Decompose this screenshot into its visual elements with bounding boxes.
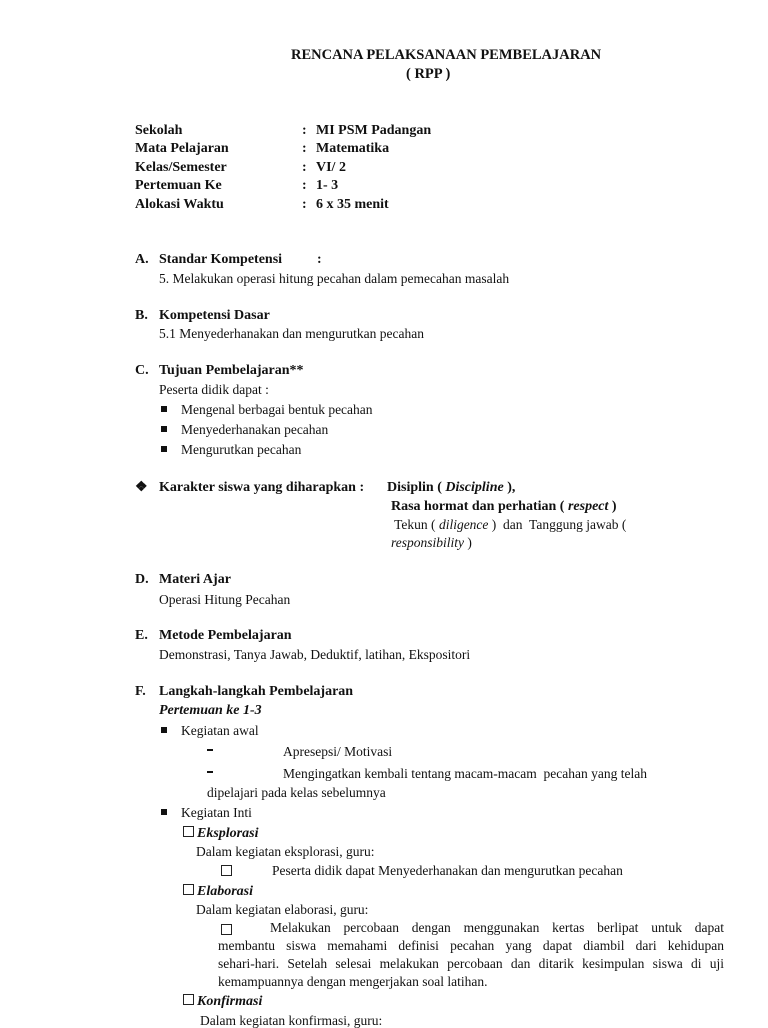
section-b-content: 5.1 Menyederhanakan dan mengurutkan pecahan bbox=[159, 326, 425, 341]
checkbox-icon bbox=[183, 884, 194, 895]
elaborasi-line: Melakukan percobaan dengan menggunakan kertas berlipat untuk dapat bbox=[270, 920, 724, 935]
konfirmasi-intro: Dalam kegiatan konfirmasi, guru: bbox=[200, 1013, 383, 1028]
dash-bullet-icon bbox=[207, 749, 213, 751]
section-f-marker: F. bbox=[135, 684, 146, 699]
section-e-marker: E. bbox=[135, 628, 148, 643]
karakter-line-2: Rasa hormat dan perhatian ( respect ) bbox=[391, 499, 617, 514]
identity-colon: : bbox=[302, 197, 307, 212]
identity-value-kelas: VI/ 2 bbox=[316, 160, 346, 175]
section-d-heading: Materi Ajar bbox=[159, 572, 231, 587]
karakter-line-4: responsibility ) bbox=[391, 535, 472, 550]
section-b-heading: Kompetensi Dasar bbox=[159, 308, 270, 323]
section-c-item: Mengurutkan pecahan bbox=[181, 442, 302, 457]
section-d-content: Operasi Hitung Pecahan bbox=[159, 592, 291, 607]
identity-colon: : bbox=[302, 178, 307, 193]
checkbox-icon bbox=[183, 826, 194, 837]
section-a-colon: : bbox=[317, 252, 322, 267]
eksplorasi-heading: Eksplorasi bbox=[183, 826, 258, 841]
karakter-line-1: Disiplin ( Discipline ), bbox=[387, 480, 516, 495]
eksplorasi-intro: Dalam kegiatan eksplorasi, guru: bbox=[196, 844, 375, 859]
section-f-heading: Langkah-langkah Pembelajaran bbox=[159, 684, 354, 699]
bullet-icon bbox=[161, 727, 167, 733]
elaborasi-line: kemampuannya dengan mengerjakan soal latihan. bbox=[218, 974, 488, 989]
section-f-subheading: Pertemuan ke 1-3 bbox=[159, 703, 262, 718]
section-a-heading: Standar Kompetensi bbox=[159, 252, 283, 267]
karakter-line-3: Tekun ( diligence ) dan Tanggung jawab ( bbox=[391, 517, 627, 532]
identity-value-mapel: Matematika bbox=[316, 141, 390, 156]
section-a-marker: A. bbox=[135, 252, 149, 267]
karakter-heading: Karakter siswa yang diharapkan : bbox=[159, 480, 365, 495]
kegiatan-awal-item-continued: dipelajari pada kelas sebelumnya bbox=[207, 785, 386, 800]
identity-value-sekolah: MI PSM Padangan bbox=[316, 123, 432, 138]
section-e-heading: Metode Pembelajaran bbox=[159, 628, 292, 643]
document-title: RENCANA PELAKSANAAN PEMBELAJARAN bbox=[291, 47, 602, 63]
elaborasi-paragraph bbox=[218, 919, 724, 991]
section-c-item: Menyederhanakan pecahan bbox=[181, 422, 329, 437]
identity-colon: : bbox=[302, 123, 307, 138]
checkbox-icon bbox=[221, 865, 232, 876]
identity-label-alokasi: Alokasi Waktu bbox=[135, 197, 224, 212]
identity-label-sekolah: Sekolah bbox=[135, 123, 183, 138]
diamond-bullet-icon: ❖ bbox=[135, 480, 148, 495]
section-c-heading: Tujuan Pembelajaran** bbox=[159, 363, 304, 378]
section-e-content: Demonstrasi, Tanya Jawab, Deduktif, latihan, Ekspositori bbox=[159, 647, 471, 662]
elaborasi-heading: Elaborasi bbox=[183, 884, 253, 899]
section-a-content: 5. Melakukan operasi hitung pecahan dalam pemecahan masalah bbox=[159, 271, 510, 286]
section-d-marker: D. bbox=[135, 572, 149, 587]
kegiatan-awal-label: Kegiatan awal bbox=[181, 723, 259, 738]
dash-bullet-icon bbox=[207, 771, 213, 773]
identity-colon: : bbox=[302, 160, 307, 175]
eksplorasi-item: Peserta didik dapat Menyederhanakan dan mengurutkan pecahan bbox=[272, 863, 623, 878]
section-c-intro: Peserta didik dapat : bbox=[159, 382, 269, 397]
identity-value-alokasi: 6 x 35 menit bbox=[316, 197, 389, 212]
bullet-icon bbox=[161, 426, 167, 432]
checkbox-icon bbox=[183, 994, 194, 1005]
bullet-icon bbox=[161, 406, 167, 412]
section-c-marker: C. bbox=[135, 363, 149, 378]
identity-label-kelas: Kelas/Semester bbox=[135, 160, 227, 175]
section-c-item: Mengenal berbagai bentuk pecahan bbox=[181, 402, 373, 417]
identity-label-mapel: Mata Pelajaran bbox=[135, 141, 229, 156]
identity-value-pertemuan: 1- 3 bbox=[316, 178, 339, 193]
section-b-marker: B. bbox=[135, 308, 148, 323]
elaborasi-intro: Dalam kegiatan elaborasi, guru: bbox=[196, 902, 369, 917]
bullet-icon bbox=[161, 809, 167, 815]
identity-label-pertemuan: Pertemuan Ke bbox=[135, 178, 222, 193]
bullet-icon bbox=[161, 446, 167, 452]
elaborasi-line: membantu siswa memahami definisi pecahan yang dapat diambil dari kehidupan bbox=[218, 938, 724, 953]
konfirmasi-heading: Konfirmasi bbox=[183, 994, 262, 1009]
kegiatan-inti-label: Kegiatan Inti bbox=[181, 805, 252, 820]
kegiatan-awal-item: Mengingatkan kembali tentang macam-macam pecahan yang telah bbox=[283, 766, 647, 781]
elaborasi-line: sehari-hari. Setelah selesai melakukan percobaan dan ditarik kesimpulan siswa di uji bbox=[218, 956, 724, 971]
kegiatan-awal-item: Apresepsi/ Motivasi bbox=[283, 744, 393, 759]
identity-colon: : bbox=[302, 141, 307, 156]
document-subtitle: ( RPP ) bbox=[406, 66, 451, 82]
